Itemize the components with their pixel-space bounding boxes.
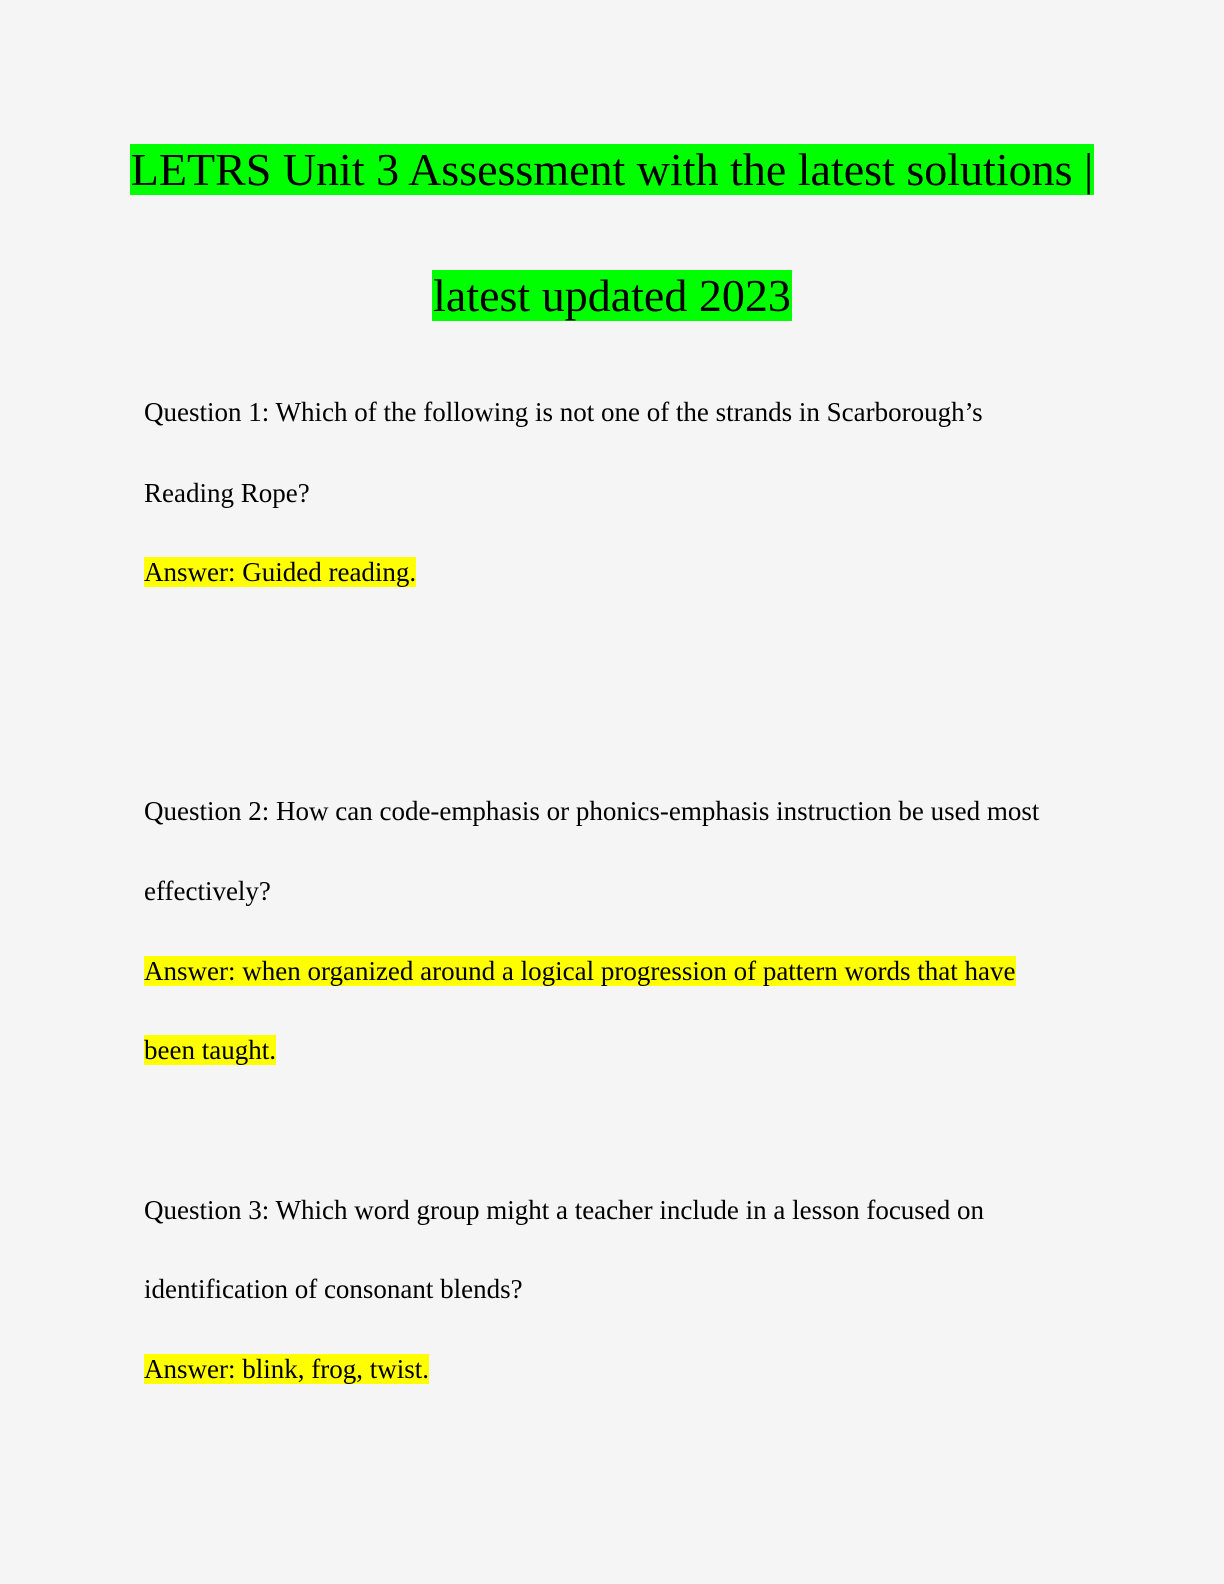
title-text-2: latest updated 2023: [433, 270, 791, 321]
question-2-line-1: Question 2: How can code-emphasis or phonics-emphasis instruction be used most: [144, 796, 1040, 826]
answer-1-text-1: Answer: Guided reading.: [144, 557, 417, 587]
question-1-line-2: Reading Rope?: [144, 478, 310, 508]
answer-2-text-1: Answer: when organized around a logical progression of pattern words that have: [144, 956, 1016, 986]
answer-3-text-1: Answer: blink, frog, twist.: [144, 1354, 429, 1384]
question-3-line-2: identification of consonant blends?: [144, 1274, 523, 1304]
answer-2-line-1: [144, 955, 1016, 987]
title-line-1: [0, 144, 1224, 196]
answer-1-line-1: [144, 556, 416, 588]
answer-2-text-2: been taught.: [144, 1035, 276, 1065]
question-2-line-2: effectively?: [144, 876, 271, 906]
question-1-line-1: Question 1: Which of the following is not one of the strands in Scarborough’s: [144, 397, 983, 427]
title-text-1: LETRS Unit 3 Assessment with the latest solutions |: [130, 144, 1094, 195]
title-line-2: [0, 270, 1224, 322]
answer-2-line-2: [144, 1034, 276, 1066]
question-3-line-1: Question 3: Which word group might a teacher include in a lesson focused on: [144, 1195, 985, 1225]
answer-3-line-1: [144, 1353, 429, 1385]
